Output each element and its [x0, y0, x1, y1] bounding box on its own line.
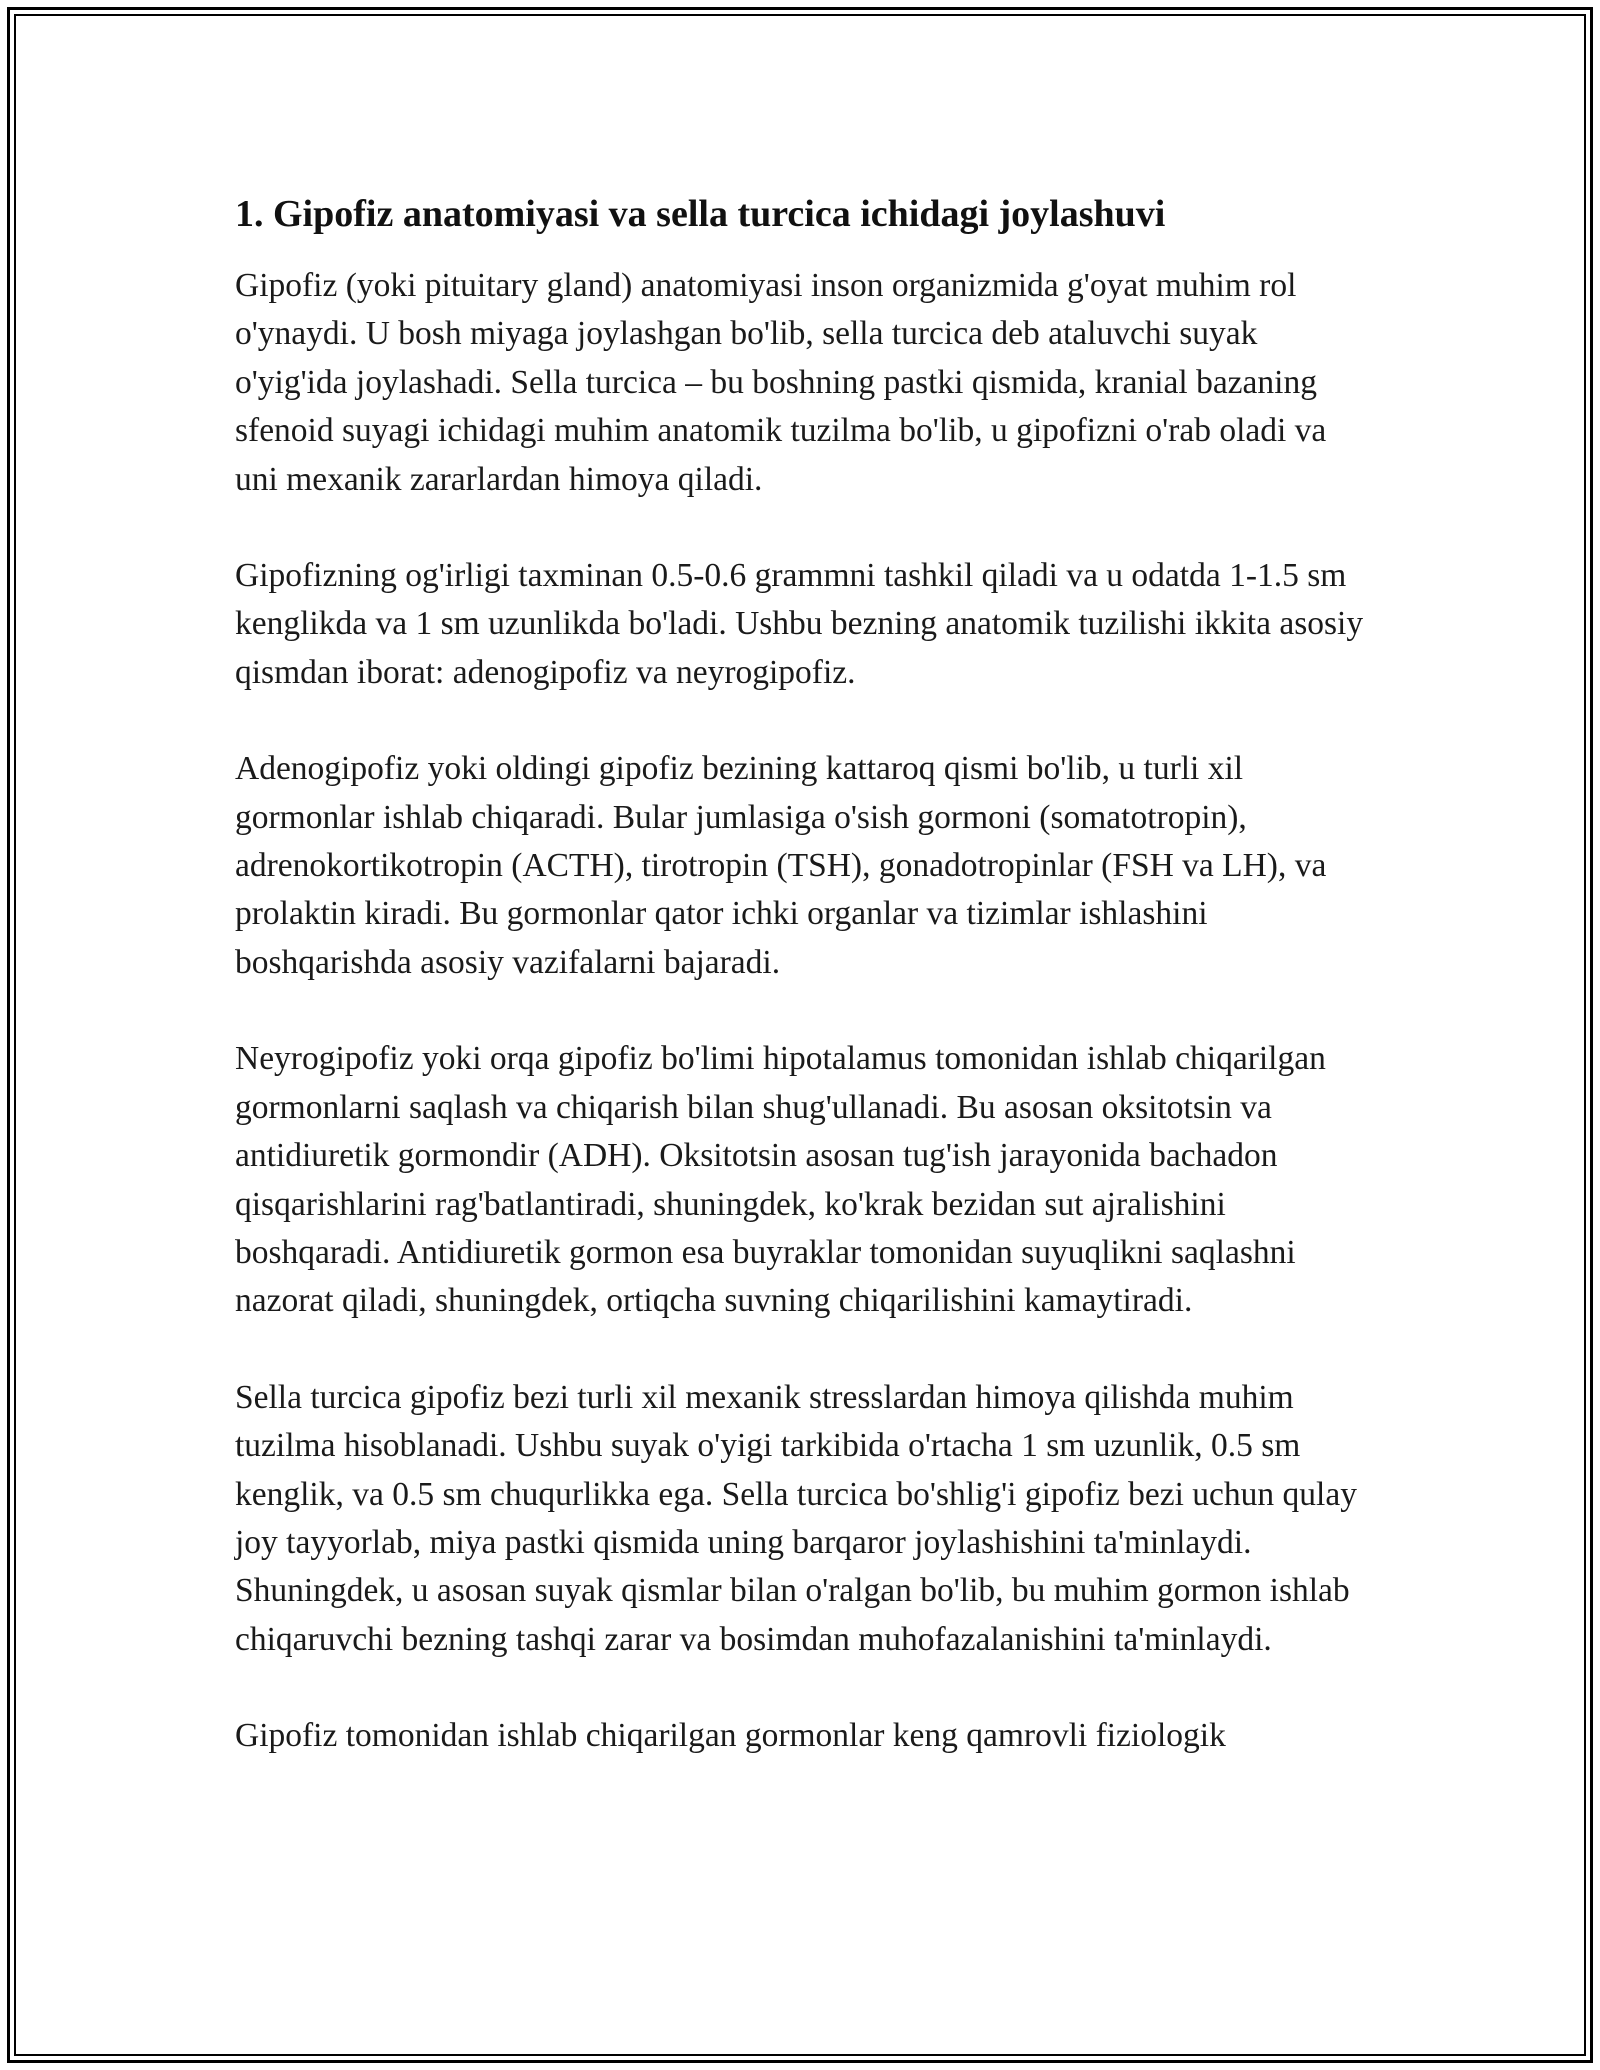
paragraph: Adenogipofiz yoki oldingi gipofiz bezining kattaroq qismi bo'lib, u turli xil gormonlar ishlab chiqaradi. Bular jumlasiga o'sish gormoni (somatotropin), adrenokortikotropin (ACTH), tirotropin (TSH), gonadotropinlar (FSH va LH), va prolaktin kiradi. Bu gormonlar qator ichki organlar va tizimlar ishlashini boshqarishda asosiy vazifalarni bajaradi. — [235, 750, 1327, 981]
paragraph: Sella turcica gipofiz bezi turli xil mexanik stresslardan himoya qilishda muhim tuzilma hisoblanadi. Ushbu suyak o'yigi tarkibida o'rtacha 1 sm uzunlik, 0.5 sm kenglik, va 0.5 sm chuqurlikka ega. Sella turcica bo'shlig'i gipofiz bezi uchun qulay joy tayyorlab, miya pastki qismida uning barqaror joylashishini ta'minlaydi. Shuningdek, u asosan suyak qismlar bilan o'ralgan bo'lib, bu muhim gormon ishlab chiqaruvchi bezning tashqi zarar va bosimdan muhofazalanishini ta'minlaydi. — [235, 1378, 1357, 1658]
document-body — [235, 186, 1370, 1809]
paragraph: Gipofiz (yoki pituitary gland) anatomiyasi inson organizmida g'oyat muhim rol o'ynaydi. U bosh miyaga joylashgan bo'lib, sella turcica deb ataluvchi suyak o'yig'ida joylashadi. Sella turcica – bu boshning pastki qismida, kranial bazaning sfenoid suyagi ichidagi muhim anatomik tuzilma bo'lib, u gipofizni o'rab oladi va uni mexanik zararlardan himoya qiladi. — [235, 267, 1327, 498]
section-heading: 1. Gipofiz anatomiyasi va sella turcica ichidagi joylashuvi — [235, 193, 1166, 235]
paragraph: Gipofizning og'irligi taxminan 0.5-0.6 grammni tashkil qiladi va u odatda 1-1.5 sm kenglikda va 1 sm uzunlikda bo'ladi. Ushbu bezning anatomik tuzilishi ikkita asosiy qismdan iborat: adenogipofiz va neyrogipofiz. — [235, 557, 1364, 691]
paragraph: Gipofiz tomonidan ishlab chiqarilgan gormonlar keng qamrovli fiziologik — [235, 1717, 1226, 1755]
paragraph: Neyrogipofiz yoki orqa gipofiz bo'limi hipotalamus tomonidan ishlab chiqarilgan gormonlarni saqlash va chiqarish bilan shug'ullanadi. Bu asosan oksitotsin va antidiuretik gormondir (ADH). Oksitotsin asosan tug'ish jarayonida bachadon qisqarishlarini rag'batlantiradi, shuningdek, ko'krak bezidan sut ajralishini boshqaradi. Antidiuretik gormon esa buyraklar tomonidan suyuqlikni saqlashni nazorat qiladi, shuningdek, ortiqcha suvning chiqarilishini kamaytiradi. — [235, 1040, 1326, 1320]
